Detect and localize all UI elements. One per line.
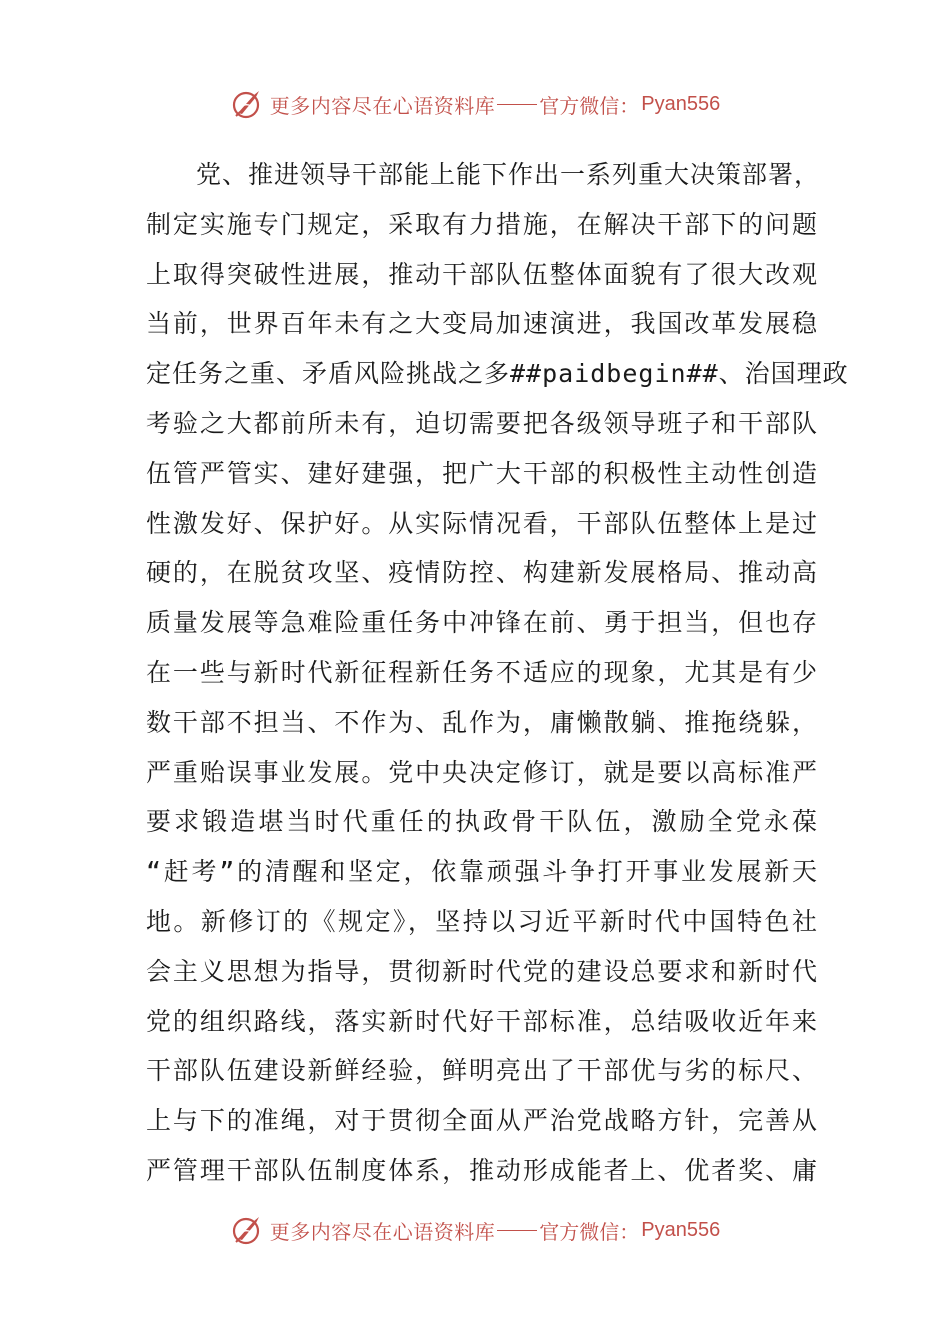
text-line: 严管理干部队伍制度体系，推动形成能者上、优者奖、庸 bbox=[146, 1155, 818, 1185]
header-watermark bbox=[0, 84, 950, 124]
text-line: 定任务之重、矛盾风险挑战之多##paidbegin##、治国理政 bbox=[146, 359, 849, 389]
watermark-text: 更多内容尽在心语资料库 bbox=[269, 1219, 496, 1244]
text-line: “赶考”的清醒和坚定，依靠顽强斗争打开事业发展新天 bbox=[146, 857, 818, 887]
pen-logo-icon bbox=[230, 1212, 266, 1248]
text-line: 伍管严管实、建好建强，把广大干部的积极性主动性创造 bbox=[146, 458, 818, 488]
text-line: 干部队伍建设新鲜经验，鲜明亮出了干部优与劣的标尺、 bbox=[146, 1056, 818, 1086]
text-line: 上与下的准绳，对于贯彻全面从严治党战略方针，完善从 bbox=[146, 1106, 818, 1136]
text-line: 质量发展等急难险重任务中冲锋在前、勇于担当，但也存 bbox=[146, 608, 818, 638]
text-line: 严重贻误事业发展。党中央决定修订，就是要以高标准严 bbox=[146, 757, 818, 787]
text-line: 制定实施专门规定，采取有力措施，在解决干部下的问题 bbox=[146, 209, 818, 239]
pen-logo-icon bbox=[230, 86, 266, 122]
text-line: 要求锻造堪当时代重任的执政骨干队伍，激励全党永葆 bbox=[146, 807, 818, 837]
text-line: 数干部不担当、不作为、乱作为，庸懒散躺、推拖绕躲， bbox=[146, 707, 818, 737]
body-paragraph bbox=[146, 150, 849, 1196]
text-line: 党的组织路线，落实新时代好干部标准，总结吸收近年来 bbox=[146, 1006, 818, 1036]
text-line: 考验之大都前所未有，迫切需要把各级领导班子和干部队 bbox=[146, 408, 818, 438]
text-line: 性激发好、保护好。从实际情况看，干部队伍整体上是过 bbox=[146, 508, 818, 538]
text-line: 当前，世界百年未有之大变局加速演进，我国改革发展稳 bbox=[146, 309, 818, 339]
watermark-dash bbox=[497, 104, 537, 105]
footer-watermark bbox=[0, 1210, 950, 1250]
text-line: 在一些与新时代新征程新任务不适应的现象，尤其是有少 bbox=[146, 657, 818, 687]
text-line: 会主义思想为指导，贯彻新时代党的建设总要求和新时代 bbox=[146, 956, 818, 986]
text-line: 上取得突破性进展，推动干部队伍整体面貌有了很大改观 bbox=[146, 259, 818, 289]
watermark-separator: 官方微信： bbox=[539, 1219, 640, 1244]
watermark-separator: 官方微信： bbox=[539, 93, 640, 118]
watermark-dash bbox=[497, 1230, 537, 1231]
watermark-wechat: Pyan556 bbox=[641, 1218, 721, 1241]
text-line: 地。新修订的《规定》，坚持以习近平新时代中国特色社 bbox=[146, 906, 818, 936]
text-line: 硬的，在脱贫攻坚、疫情防控、构建新发展格局、推动高 bbox=[146, 558, 818, 588]
watermark-text: 更多内容尽在心语资料库 bbox=[269, 93, 496, 118]
watermark-wechat: Pyan556 bbox=[641, 92, 721, 115]
text-line: 党、推进领导干部能上能下作出一系列重大决策部署， bbox=[196, 160, 821, 189]
